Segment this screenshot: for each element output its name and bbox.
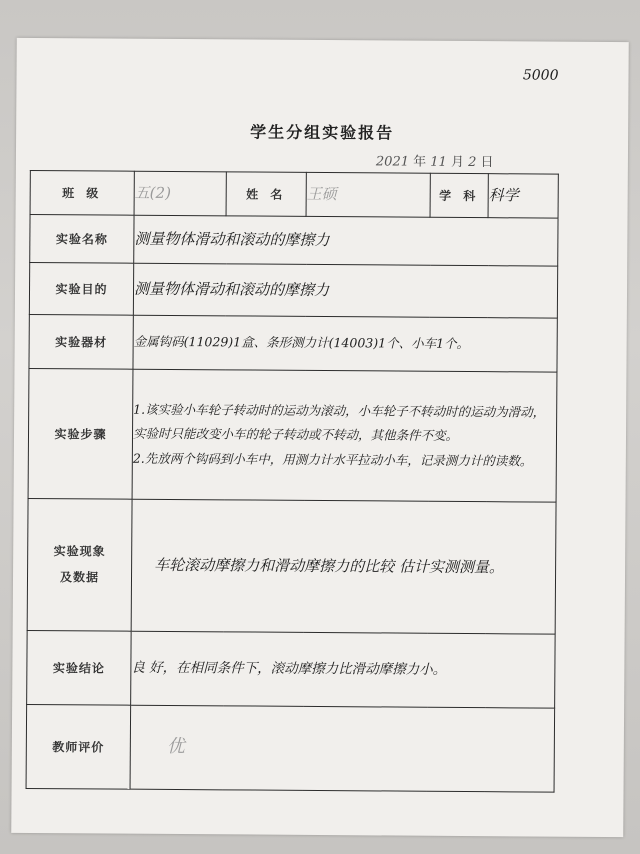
class-label: 班 级 [30,170,134,215]
conclusion-row [27,630,556,708]
date-day-label: 日 [480,155,494,171]
steps-row [28,368,557,502]
experiment-name-label: 实验名称 [30,214,134,263]
conclusion-value: 良 好，在相同条件下，滚动摩擦力比滑动摩擦力小。 [131,631,556,708]
class-value-cell [134,171,226,216]
class-value: 五(2) [134,183,172,202]
corner-note: 5000 [522,67,559,84]
experiment-goal-row [29,262,557,318]
materials-label: 实验器材 [29,314,133,369]
date-year-label: 年 [413,154,427,170]
step-1-text: 1.该实验小车轮子转动时的运动为滚动，小车轮子不转动时的运动为滑动，实验时只能改变小车的轮子转动或不转动，其他条件不变。 [132,401,546,444]
report-sheet [11,38,629,837]
subject-value-cell [488,174,558,218]
name-label: 姓 名 [226,172,306,217]
teacher-review-value: 优 [166,736,185,758]
subject-value: 科学 [488,185,519,205]
teacher-review-row [26,704,555,792]
phenomenon-label-line2: 及数据 [59,569,100,584]
phenomenon-value: 车轮滚动摩擦力和滑动摩擦力的比较 估计实测测量。 [131,499,556,634]
materials-value: 金属钩码(11029)1盒、条形测力计(14003)1个、小车1个。 [133,315,557,372]
experiment-goal-value: 测量物体滑动和滚动的摩擦力 [133,263,557,318]
teacher-review-label: 教师评价 [26,704,131,789]
page-title: 学生分组实验报告 [250,122,395,143]
phenomenon-label-cell [27,498,132,631]
step-2-text: 2.先放两个钩码到小车中，用测力计水平拉动小车，记录测力计的读数。 [132,450,533,469]
date-day: 2 [468,155,477,171]
conclusion-label: 实验结论 [27,630,132,705]
phenomenon-row [27,498,556,634]
date-month-label: 月 [450,154,465,170]
experiment-goal-label: 实验目的 [29,262,133,315]
name-value: 王硕 [306,184,337,203]
teacher-review-value-cell [130,705,555,792]
date-line [376,150,494,170]
date-year: 2021 [375,154,410,170]
steps-value-cell [132,369,557,502]
date-month: 11 [430,154,447,170]
report-table [26,170,559,793]
phenomenon-label-line1: 实验现象 [53,544,106,559]
materials-row [29,314,557,372]
header-row [30,170,558,218]
experiment-name-value: 测量物体滑动和滚动的摩擦力 [134,215,558,266]
name-value-cell [306,172,430,217]
subject-label: 学 科 [430,173,488,217]
steps-label: 实验步骤 [28,368,133,499]
experiment-name-row [30,214,558,266]
